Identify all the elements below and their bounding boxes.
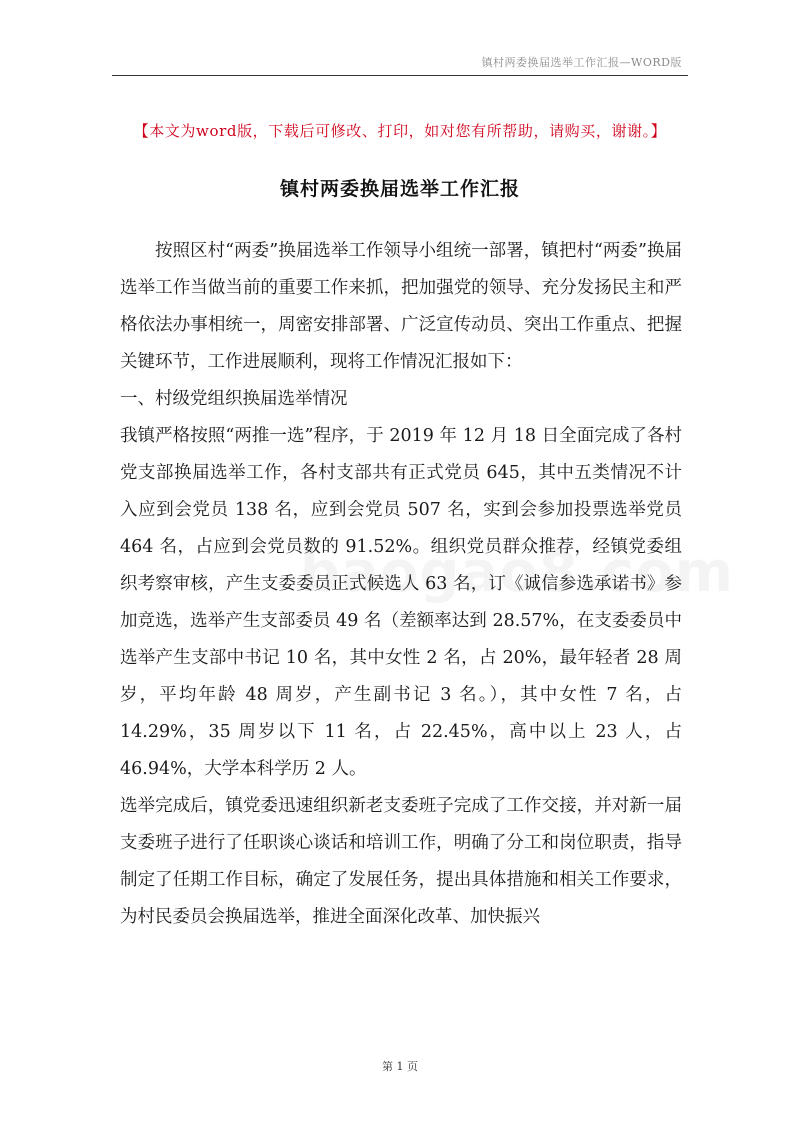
page-number: 第 1 页: [382, 1060, 418, 1073]
intro-paragraph: 按照区村“两委”换届选举工作领导小组统一部署，镇把村“两委”换届选举工作当做当前的重要工作来抓，把加强党的领导、充分发扬民主和严格依法办事相统一，周密安排部署、广泛宣传动员、突出工作重点、把握关键环节，工作进展顺利，现将工作情况汇报如下：: [120, 241, 682, 372]
document-body: [120, 233, 682, 936]
section-heading: 一、村级党组织换届选举情况: [120, 389, 348, 409]
body-paragraph: 我镇严格按照“两推一选”程序，于 2019 年 12 月 18 日全面完成了各村党支部换届选举工作，各村支部共有正式党员 645，其中五类情况不计入应到会党员 138 名，应到会党员 507 名，实到会参加投票选举党员 464 名，占应到会党员数的 91.52%。组织党员群众推荐，经镇党委组织考察审核，产生支委委员正式候选人 63 名，订《诚信参选承诺书》参加竞选，选举产生支部委员 49 名（差额率达到 28.57%，在支委委员中选举产生支部中书记 10 名，其中女性 2 名，占 20%，最年轻者 28 周岁，平均年龄 48 周岁，产生副书记 3 名。），其中女性 7 名，占 14.29%，35 周岁以下 11 名，占 22.45%，高中以上 23 人，占 46.94%，大学本科学历 2 人。: [120, 426, 682, 779]
body-paragraph: 选举完成后，镇党委迅速组织新老支委班子完成了工作交接，并对新一届支委班子进行了任职谈心谈话和培训工作，明确了分工和岗位职责，指导制定了任期工作目标，确定了发展任务，提出具体措施和相关工作要求，为村民委员会换届选举，推进全面深化改革、加快振兴: [120, 796, 682, 927]
header-divider: [112, 75, 688, 76]
document-title: 镇村两委换届选举工作汇报: [279, 178, 520, 200]
download-notice: 【本文为word版，下载后可修改、打印，如对您有所帮助，请购买，谢谢。】: [133, 122, 667, 140]
running-header: 镇村两委换届选举工作汇报—WORD版: [481, 56, 682, 69]
